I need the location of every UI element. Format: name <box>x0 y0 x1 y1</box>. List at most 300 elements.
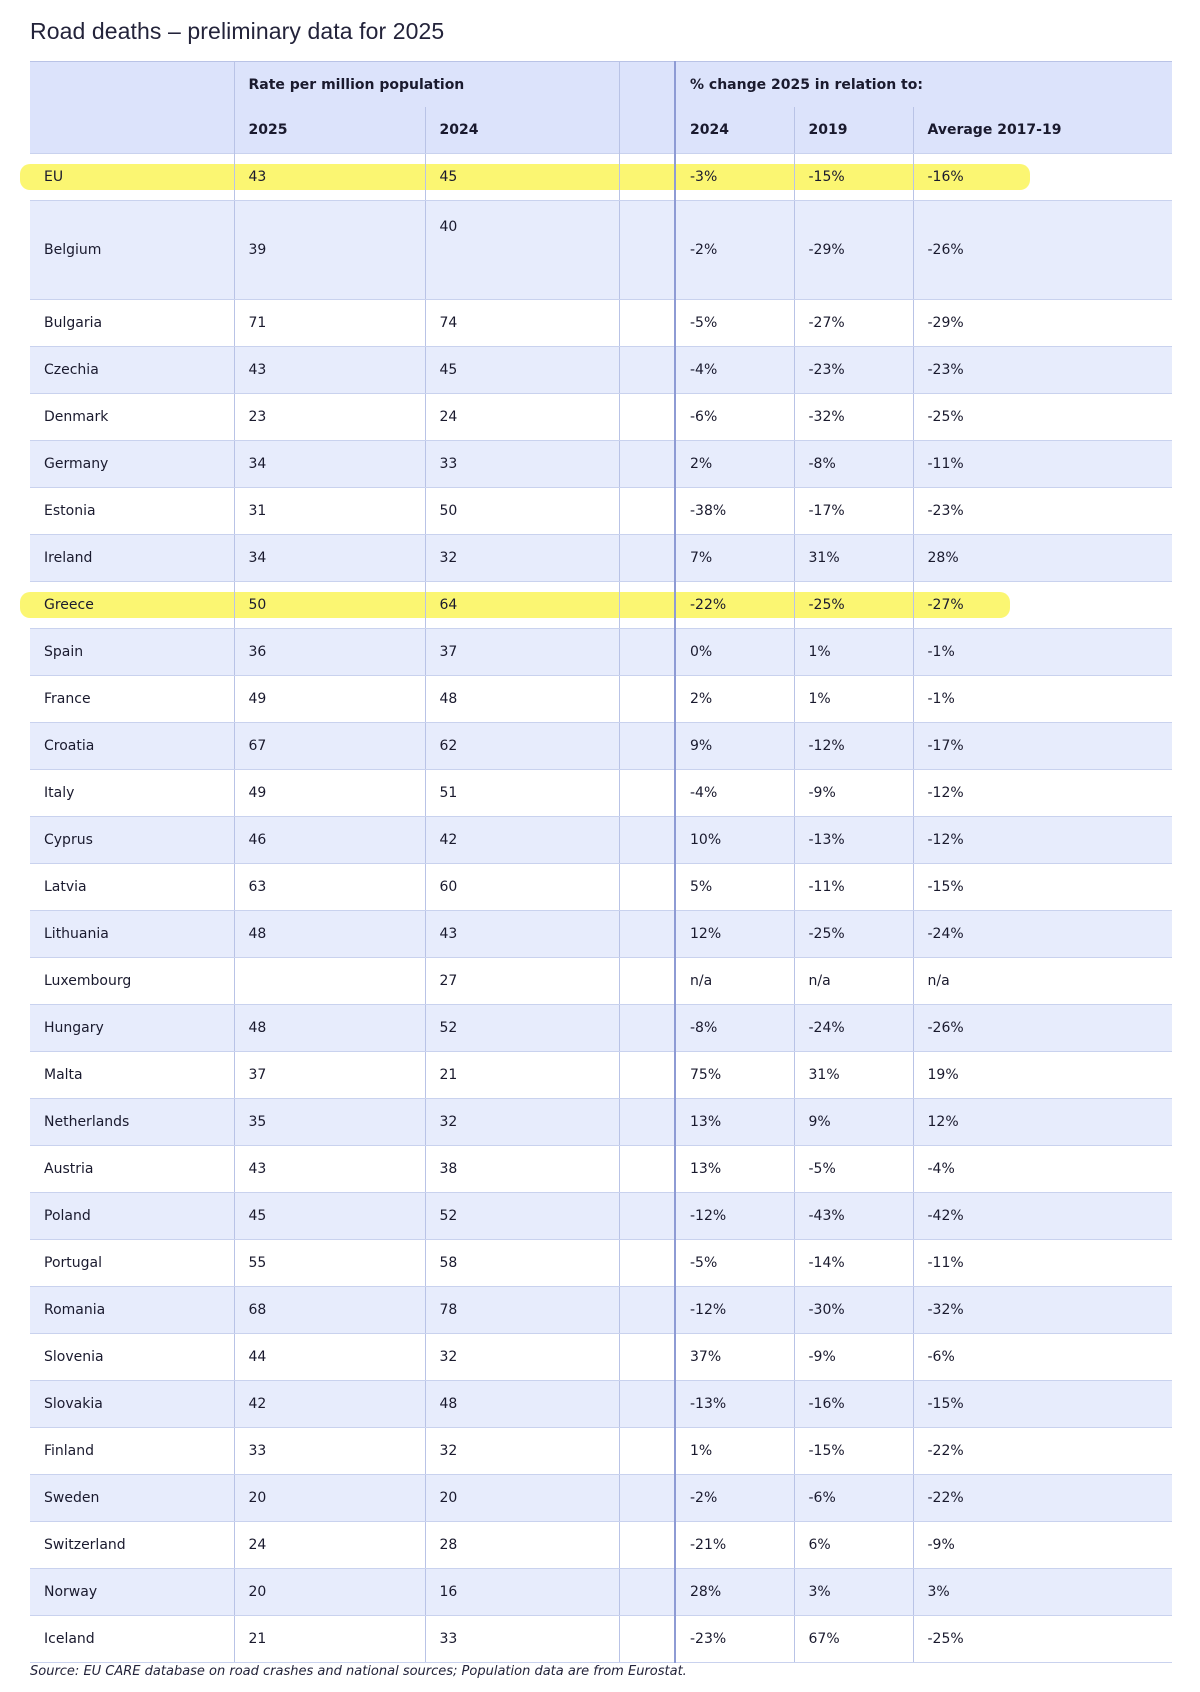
rate-2024-cell <box>425 1381 619 1428</box>
spacer-cell <box>619 300 675 347</box>
country-value: Romania <box>44 1302 106 1318</box>
country-cell <box>30 1381 234 1428</box>
change-avg-cell <box>913 1616 1172 1663</box>
change-2024-cell <box>675 817 794 864</box>
change-2024-cell <box>675 394 794 441</box>
rate-2025-value: 35 <box>248 1114 267 1130</box>
table-row <box>30 629 1172 676</box>
country-value: Malta <box>44 1067 83 1083</box>
rate-2025-cell <box>234 1334 425 1381</box>
rate-2025-cell <box>234 864 425 911</box>
rate-2025-value: 20 <box>248 1584 267 1600</box>
rate-2025-cell <box>234 817 425 864</box>
rate-2025-value: 34 <box>248 550 267 566</box>
change-avg-cell <box>913 1569 1172 1616</box>
rate-2025-cell <box>234 911 425 958</box>
change-2019-value: -5% <box>808 1161 836 1177</box>
change-avg-value: 3% <box>927 1584 950 1600</box>
change-2019-cell <box>794 770 913 817</box>
change-2024-value: -6% <box>690 409 718 425</box>
table-row <box>30 394 1172 441</box>
change-avg-cell <box>913 1334 1172 1381</box>
change-2024-value: 10% <box>690 832 722 848</box>
spacer-cell <box>619 347 675 394</box>
rate-2025-value: 43 <box>248 169 267 185</box>
rate-2025-value: 20 <box>248 1490 267 1506</box>
spacer-cell <box>619 676 675 723</box>
country-cell <box>30 864 234 911</box>
change-2024-cell <box>675 582 794 629</box>
country-cell <box>30 441 234 488</box>
change-2019-cell <box>794 488 913 535</box>
change-2024-cell <box>675 201 794 300</box>
country-value: Belgium <box>44 242 102 258</box>
change-2024-cell <box>675 1099 794 1146</box>
rate-2025-cell <box>234 201 425 300</box>
rate-2024-value: 45 <box>439 362 458 378</box>
rate-2025-value: 48 <box>248 926 267 942</box>
country-value: Latvia <box>44 879 87 895</box>
change-avg-cell <box>913 441 1172 488</box>
rate-2025-cell <box>234 347 425 394</box>
rate-2024-value: 64 <box>439 597 458 613</box>
rate-2024-value: 24 <box>439 409 458 425</box>
country-cell <box>30 911 234 958</box>
table-row <box>30 1005 1172 1052</box>
table-row <box>30 817 1172 864</box>
change-avg-cell <box>913 300 1172 347</box>
rate-2025-cell <box>234 535 425 582</box>
change-2019-value: 31% <box>808 550 840 566</box>
change-2024-value: -3% <box>690 169 718 185</box>
rate-2024-cell <box>425 1287 619 1334</box>
country-cell <box>30 1287 234 1334</box>
rate-2025-cell <box>234 300 425 347</box>
table-row <box>30 535 1172 582</box>
change-2019-cell <box>794 629 913 676</box>
table-row <box>30 1240 1172 1287</box>
country-cell <box>30 300 234 347</box>
country-cell <box>30 1428 234 1475</box>
change-2024-value: 0% <box>690 644 713 660</box>
country-cell <box>30 1099 234 1146</box>
rate-2025-value: 71 <box>248 315 267 331</box>
change-avg-cell <box>913 676 1172 723</box>
change-2024-value: 75% <box>690 1067 722 1083</box>
table-row <box>30 1522 1172 1569</box>
country-value: Sweden <box>44 1490 100 1506</box>
rate-2024-cell <box>425 629 619 676</box>
change-2019-value: -6% <box>808 1490 836 1506</box>
change-2019-value: -24% <box>808 1020 845 1036</box>
spacer-cell <box>619 441 675 488</box>
spacer-cell <box>619 394 675 441</box>
rate-2024-cell <box>425 1522 619 1569</box>
change-2019-value: -43% <box>808 1208 845 1224</box>
change-2024-cell <box>675 1005 794 1052</box>
change-avg-cell <box>913 1193 1172 1240</box>
country-cell <box>30 629 234 676</box>
change-2019-value: -9% <box>808 1349 836 1365</box>
rate-2024-value: 74 <box>439 315 458 331</box>
rate-2024-cell <box>425 201 619 300</box>
rate-2025-value: 55 <box>248 1255 267 1271</box>
change-2019-cell <box>794 441 913 488</box>
rate-2024-cell <box>425 300 619 347</box>
change-2019-value: -25% <box>808 926 845 942</box>
rate-2025-cell <box>234 154 425 201</box>
change-2019-cell <box>794 582 913 629</box>
spacer-cell <box>619 770 675 817</box>
change-avg-cell <box>913 629 1172 676</box>
rate-2024-value: 27 <box>439 973 458 989</box>
change-2024-cell <box>675 1381 794 1428</box>
change-avg-cell <box>913 723 1172 770</box>
col-change-2024: 2024 <box>675 107 794 154</box>
rate-2025-cell <box>234 1052 425 1099</box>
spacer-cell <box>619 1240 675 1287</box>
country-value: EU <box>44 169 64 185</box>
country-cell <box>30 154 234 201</box>
change-2019-cell <box>794 1287 913 1334</box>
rate-2024-cell <box>425 911 619 958</box>
table-row <box>30 488 1172 535</box>
change-avg-cell <box>913 201 1172 300</box>
change-2024-value: 13% <box>690 1161 722 1177</box>
rate-2025-cell <box>234 1240 425 1287</box>
change-avg-value: -42% <box>927 1208 964 1224</box>
rate-2024-value: 48 <box>439 691 458 707</box>
change-2019-cell <box>794 1475 913 1522</box>
rate-2025-cell <box>234 582 425 629</box>
col-change-avg: Average 2017-19 <box>913 107 1172 154</box>
rate-2024-cell <box>425 394 619 441</box>
table-row <box>30 201 1172 300</box>
change-2019-value: -12% <box>808 738 845 754</box>
country-cell <box>30 1146 234 1193</box>
change-2024-value: 12% <box>690 926 722 942</box>
change-2019-cell <box>794 1193 913 1240</box>
change-avg-cell <box>913 535 1172 582</box>
rate-2025-cell <box>234 1146 425 1193</box>
spacer-cell <box>619 1005 675 1052</box>
change-2024-cell <box>675 1334 794 1381</box>
change-avg-value: 19% <box>927 1067 959 1083</box>
table-row <box>30 1569 1172 1616</box>
change-avg-value: -1% <box>927 644 955 660</box>
country-cell <box>30 1193 234 1240</box>
country-value: Hungary <box>44 1020 104 1036</box>
change-2024-cell <box>675 1569 794 1616</box>
rate-2024-value: 32 <box>439 1114 458 1130</box>
change-avg-value: -6% <box>927 1349 955 1365</box>
rate-2025-cell <box>234 394 425 441</box>
country-value: Bulgaria <box>44 315 103 331</box>
rate-2025-cell <box>234 441 425 488</box>
change-2024-cell <box>675 864 794 911</box>
rate-2025-cell <box>234 1569 425 1616</box>
table-row <box>30 154 1172 201</box>
change-avg-cell <box>913 1146 1172 1193</box>
change-avg-cell <box>913 1099 1172 1146</box>
change-avg-cell <box>913 394 1172 441</box>
rate-2024-value: 40 <box>439 219 458 235</box>
change-2024-value: -21% <box>690 1537 727 1553</box>
change-2019-value: 6% <box>808 1537 831 1553</box>
country-cell <box>30 817 234 864</box>
rate-2024-cell <box>425 1240 619 1287</box>
change-2024-cell <box>675 958 794 1005</box>
country-cell <box>30 201 234 300</box>
country-cell <box>30 535 234 582</box>
rate-2024-value: 42 <box>439 832 458 848</box>
rate-2025-value: 45 <box>248 1208 267 1224</box>
change-2024-value: n/a <box>690 973 713 989</box>
spacer-cell <box>619 1099 675 1146</box>
table-row <box>30 1052 1172 1099</box>
change-avg-cell <box>913 864 1172 911</box>
spacer-cell <box>619 1146 675 1193</box>
change-avg-value: -29% <box>927 315 964 331</box>
rate-2025-value: 48 <box>248 1020 267 1036</box>
change-2024-value: -38% <box>690 503 727 519</box>
country-cell <box>30 1616 234 1663</box>
table-row <box>30 958 1172 1005</box>
rate-2025-value: 49 <box>248 691 267 707</box>
change-avg-cell <box>913 770 1172 817</box>
rate-2025-cell <box>234 1428 425 1475</box>
change-avg-value: -17% <box>927 738 964 754</box>
rate-group-header: Rate per million population <box>234 62 619 108</box>
change-avg-value: -27% <box>927 597 964 613</box>
rate-2025-value: 34 <box>248 456 267 472</box>
change-avg-value: -26% <box>927 1020 964 1036</box>
rate-2024-cell <box>425 770 619 817</box>
change-2019-value: n/a <box>808 973 831 989</box>
rate-2025-cell <box>234 1616 425 1663</box>
rate-2025-cell <box>234 1381 425 1428</box>
change-2019-value: -15% <box>808 169 845 185</box>
change-avg-value: -12% <box>927 785 964 801</box>
change-2024-value: -23% <box>690 1631 727 1647</box>
table-row <box>30 441 1172 488</box>
rate-2025-value: 42 <box>248 1396 267 1412</box>
spacer-cell <box>619 1522 675 1569</box>
table-row <box>30 1193 1172 1240</box>
rate-2025-cell <box>234 1193 425 1240</box>
change-avg-value: -22% <box>927 1490 964 1506</box>
rate-2024-cell <box>425 154 619 201</box>
table-row <box>30 582 1172 629</box>
change-2019-cell <box>794 347 913 394</box>
table-row <box>30 1616 1172 1663</box>
rate-2024-cell <box>425 347 619 394</box>
rate-2025-value: 21 <box>248 1631 267 1647</box>
change-avg-value: -22% <box>927 1443 964 1459</box>
rate-2024-value: 45 <box>439 169 458 185</box>
table-row <box>30 911 1172 958</box>
rate-2025-value: 46 <box>248 832 267 848</box>
change-2024-cell <box>675 1052 794 1099</box>
change-2024-cell <box>675 1475 794 1522</box>
rate-2024-value: 78 <box>439 1302 458 1318</box>
country-cell <box>30 1240 234 1287</box>
change-avg-cell <box>913 488 1172 535</box>
change-avg-value: -11% <box>927 1255 964 1271</box>
rate-2025-value: 43 <box>248 362 267 378</box>
change-2019-cell <box>794 201 913 300</box>
table-row <box>30 1146 1172 1193</box>
rate-2025-value: 68 <box>248 1302 267 1318</box>
country-cell <box>30 1334 234 1381</box>
change-avg-cell <box>913 347 1172 394</box>
rate-2024-value: 62 <box>439 738 458 754</box>
change-2019-value: -17% <box>808 503 845 519</box>
rate-2024-value: 48 <box>439 1396 458 1412</box>
rate-2024-value: 33 <box>439 1631 458 1647</box>
rate-2025-value: 36 <box>248 644 267 660</box>
spacer-cell <box>619 582 675 629</box>
country-value: Finland <box>44 1443 95 1459</box>
country-cell <box>30 394 234 441</box>
rate-2024-cell <box>425 1193 619 1240</box>
rate-2025-value: 44 <box>248 1349 267 1365</box>
rate-2024-cell <box>425 958 619 1005</box>
change-2019-value: 3% <box>808 1584 831 1600</box>
rate-2024-cell <box>425 1052 619 1099</box>
change-2024-value: 9% <box>690 738 713 754</box>
change-2024-value: -4% <box>690 785 718 801</box>
country-value: Switzerland <box>44 1537 126 1553</box>
table-row <box>30 1099 1172 1146</box>
rate-2024-cell <box>425 676 619 723</box>
change-avg-cell <box>913 911 1172 958</box>
rate-2024-cell <box>425 817 619 864</box>
table-row <box>30 723 1172 770</box>
change-2019-value: -9% <box>808 785 836 801</box>
change-avg-cell <box>913 1428 1172 1475</box>
rate-2025-value: 67 <box>248 738 267 754</box>
change-avg-value: -25% <box>927 409 964 425</box>
change-2019-value: -14% <box>808 1255 845 1271</box>
change-2024-value: -22% <box>690 597 727 613</box>
change-avg-value: -9% <box>927 1537 955 1553</box>
change-2019-cell <box>794 300 913 347</box>
change-2019-cell <box>794 1099 913 1146</box>
change-avg-cell <box>913 1381 1172 1428</box>
change-2024-value: 7% <box>690 550 713 566</box>
rate-2024-cell <box>425 1428 619 1475</box>
change-avg-cell <box>913 582 1172 629</box>
rate-2024-value: 60 <box>439 879 458 895</box>
rate-2025-cell <box>234 723 425 770</box>
country-value: Luxembourg <box>44 973 132 989</box>
col-rate-2024: 2024 <box>425 107 619 154</box>
spacer-cell <box>619 488 675 535</box>
country-cell <box>30 676 234 723</box>
change-avg-value: -32% <box>927 1302 964 1318</box>
change-avg-value: 12% <box>927 1114 959 1130</box>
change-2019-cell <box>794 911 913 958</box>
change-2024-cell <box>675 535 794 582</box>
change-2019-cell <box>794 1146 913 1193</box>
spacer-cell <box>619 1569 675 1616</box>
rate-2024-value: 32 <box>439 1443 458 1459</box>
change-2024-cell <box>675 1522 794 1569</box>
rate-2025-cell <box>234 629 425 676</box>
change-avg-value: -25% <box>927 1631 964 1647</box>
change-2019-cell <box>794 1052 913 1099</box>
change-avg-cell <box>913 1522 1172 1569</box>
rate-2024-value: 20 <box>439 1490 458 1506</box>
rate-2024-cell <box>425 1616 619 1663</box>
country-cell <box>30 488 234 535</box>
rate-2024-value: 38 <box>439 1161 458 1177</box>
change-2024-cell <box>675 300 794 347</box>
rate-2025-cell <box>234 958 425 1005</box>
change-avg-value: -15% <box>927 1396 964 1412</box>
change-2024-cell <box>675 1146 794 1193</box>
rate-2025-cell <box>234 1099 425 1146</box>
country-cell <box>30 1569 234 1616</box>
change-2024-cell <box>675 770 794 817</box>
change-2024-value: 2% <box>690 456 713 472</box>
rate-2025-cell <box>234 1522 425 1569</box>
change-avg-value: 28% <box>927 550 959 566</box>
rate-2025-value: 49 <box>248 785 267 801</box>
change-2024-cell <box>675 441 794 488</box>
change-2019-value: 67% <box>808 1631 840 1647</box>
col-rate-2025: 2025 <box>234 107 425 154</box>
rate-2025-value: 24 <box>248 1537 267 1553</box>
table-row <box>30 300 1172 347</box>
change-2024-value: -5% <box>690 1255 718 1271</box>
spacer-cell <box>619 1475 675 1522</box>
table-row <box>30 864 1172 911</box>
country-value: France <box>44 691 91 707</box>
change-avg-value: -15% <box>927 879 964 895</box>
table-body <box>30 154 1172 1663</box>
spacer-cell <box>619 629 675 676</box>
rate-2025-value: 43 <box>248 1161 267 1177</box>
change-2024-value: 1% <box>690 1443 713 1459</box>
country-value: Estonia <box>44 503 96 519</box>
rate-2024-value: 50 <box>439 503 458 519</box>
change-avg-cell <box>913 1287 1172 1334</box>
change-2024-cell <box>675 1240 794 1287</box>
change-2019-value: 31% <box>808 1067 840 1083</box>
country-cell <box>30 1522 234 1569</box>
change-2024-cell <box>675 1193 794 1240</box>
change-2019-cell <box>794 817 913 864</box>
rate-2024-cell <box>425 1569 619 1616</box>
rate-2024-value: 32 <box>439 1349 458 1365</box>
rate-2024-value: 21 <box>439 1067 458 1083</box>
spacer-cell <box>619 1193 675 1240</box>
change-avg-value: -24% <box>927 926 964 942</box>
change-2024-value: -2% <box>690 242 718 258</box>
change-2019-cell <box>794 864 913 911</box>
rate-2024-cell <box>425 488 619 535</box>
spacer-cell <box>619 1381 675 1428</box>
country-value: Poland <box>44 1208 91 1224</box>
country-value: Czechia <box>44 362 99 378</box>
country-value: Italy <box>44 785 75 801</box>
spacer-cell <box>619 911 675 958</box>
country-cell <box>30 1052 234 1099</box>
change-avg-value: -12% <box>927 832 964 848</box>
road-deaths-table <box>30 61 1172 1663</box>
